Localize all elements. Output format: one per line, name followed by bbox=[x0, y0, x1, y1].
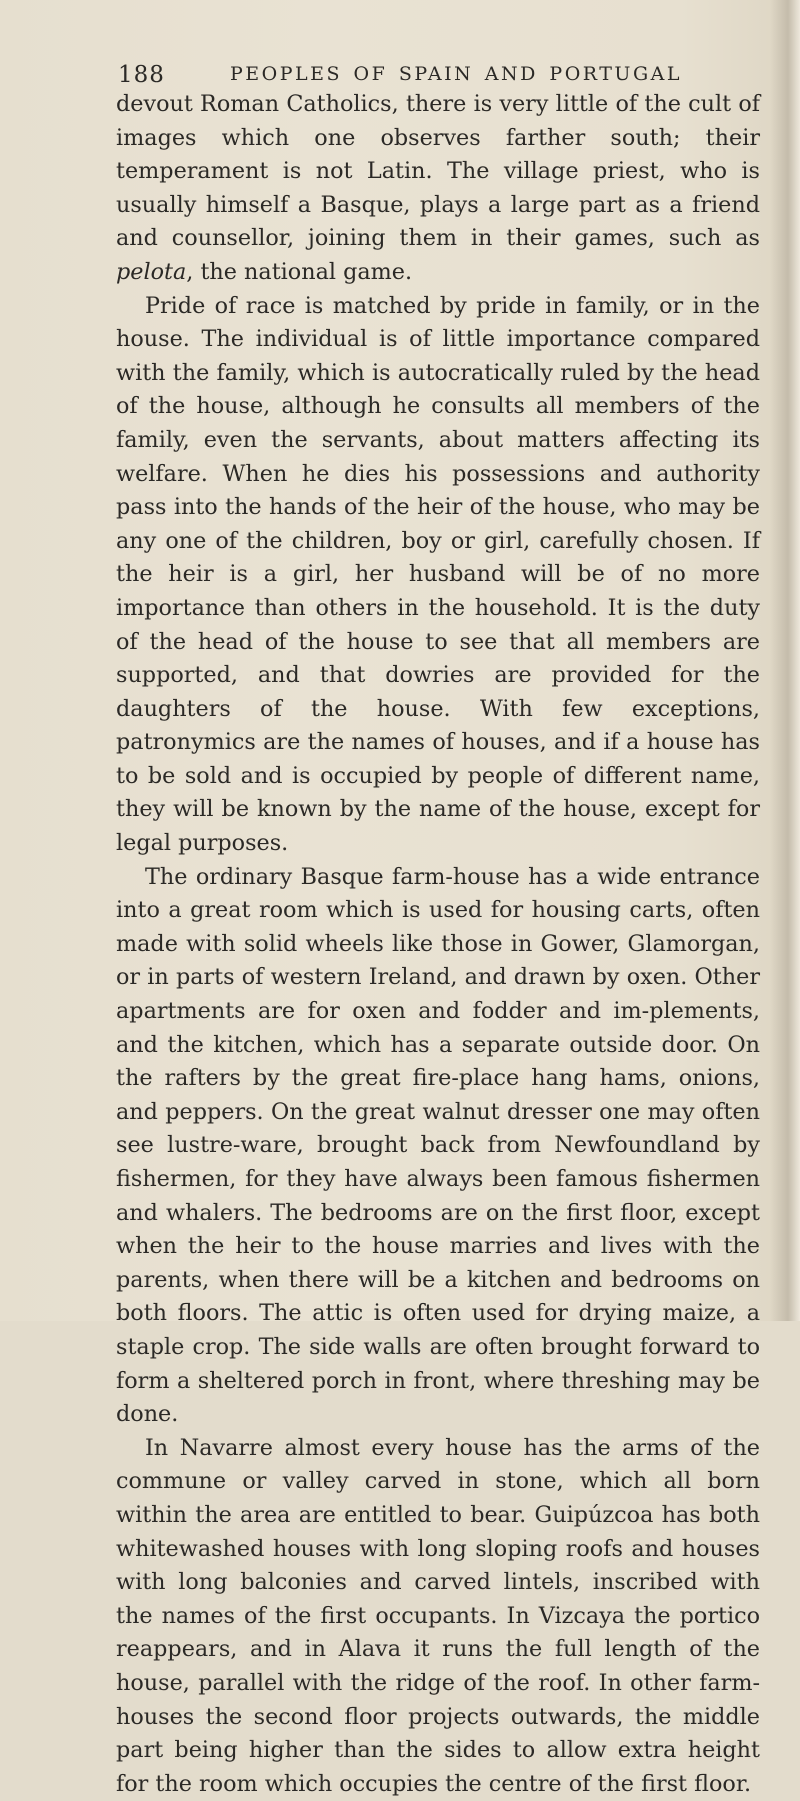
page-edge-shadow bbox=[770, 0, 800, 1321]
paragraph-2: Pride of race is matched by pride in family, or in the house. The individual is of little importance compared with the family, which is autocratically ruled by the head of the house, although he consults all members of the family, even the servants, about matters affecting its welfare. When he dies his possessions and authority pass into the hands of the heir of the house, who may be any one of the children, boy or girl, carefully chosen. If the heir is a girl, her husband will be of no more importance than others in the household. It is the duty of the head of the house to see that all members are supported, and that dowries are provided for the daughters of the house. With few exceptions, patronymics are the names of houses, and if a house has to be sold and is occupied by people of different name, they will be known by the name of the house, except for legal purposes. bbox=[116, 292, 760, 857]
paragraph-1-text-end: , the national game. bbox=[186, 258, 413, 285]
running-title: PEOPLES OF SPAIN AND PORTUGAL bbox=[230, 63, 682, 85]
body-text bbox=[116, 88, 760, 1801]
paragraph-1 bbox=[116, 88, 760, 290]
paragraph-1-italic-term: pelota bbox=[116, 258, 187, 285]
paragraph-3: The ordinary Basque farm-house has a wide entrance into a great room which is used for housing carts, often made with solid wheels like those in Gower, Glamorgan, or in parts of western Ireland, and drawn by oxen. Other apartments are for oxen and fodder and im-plements, and the kitchen, which has a separate outside door. On the rafters by the great fire-place hang hams, onions, and peppers. On the great walnut dresser one may often see lustre-ware, brought back from Newfoundland by fishermen, for they have always been famous fishermen and whalers. The bedrooms are on the first floor, except when the heir to the house marries and lives with the parents, when there will be a kitchen and bedrooms on both floors. The attic is often used for drying maize, a staple crop. The side walls are often brought forward to form a sheltered porch in front, where threshing may be done. bbox=[116, 863, 760, 1428]
paragraph-1-text: devout Roman Catholics, there is very little of the cult of images which one observes farther south; their temperament is not Latin. The village priest, who is usually himself a Basque, plays a large part as a friend and counsellor, joining them in their games, such as bbox=[116, 91, 760, 252]
page-number: 188 bbox=[118, 62, 165, 88]
paragraph-4: In Navarre almost every house has the arms of the commune or valley carved in stone, which all born within the area are entitled to bear. Guipúzcoa has both whitewashed houses with long sloping roofs and houses with long balconies and carved lintels, inscribed with the names of the first occupants. In Vizcaya the portico reappears, and in Alava it runs the full length of the house, parallel with the ridge of the roof. In other farm-houses the second floor projects outwards, the middle part being higher than the sides to allow extra height for the room which occupies the centre of the first floor. bbox=[116, 1434, 760, 1797]
